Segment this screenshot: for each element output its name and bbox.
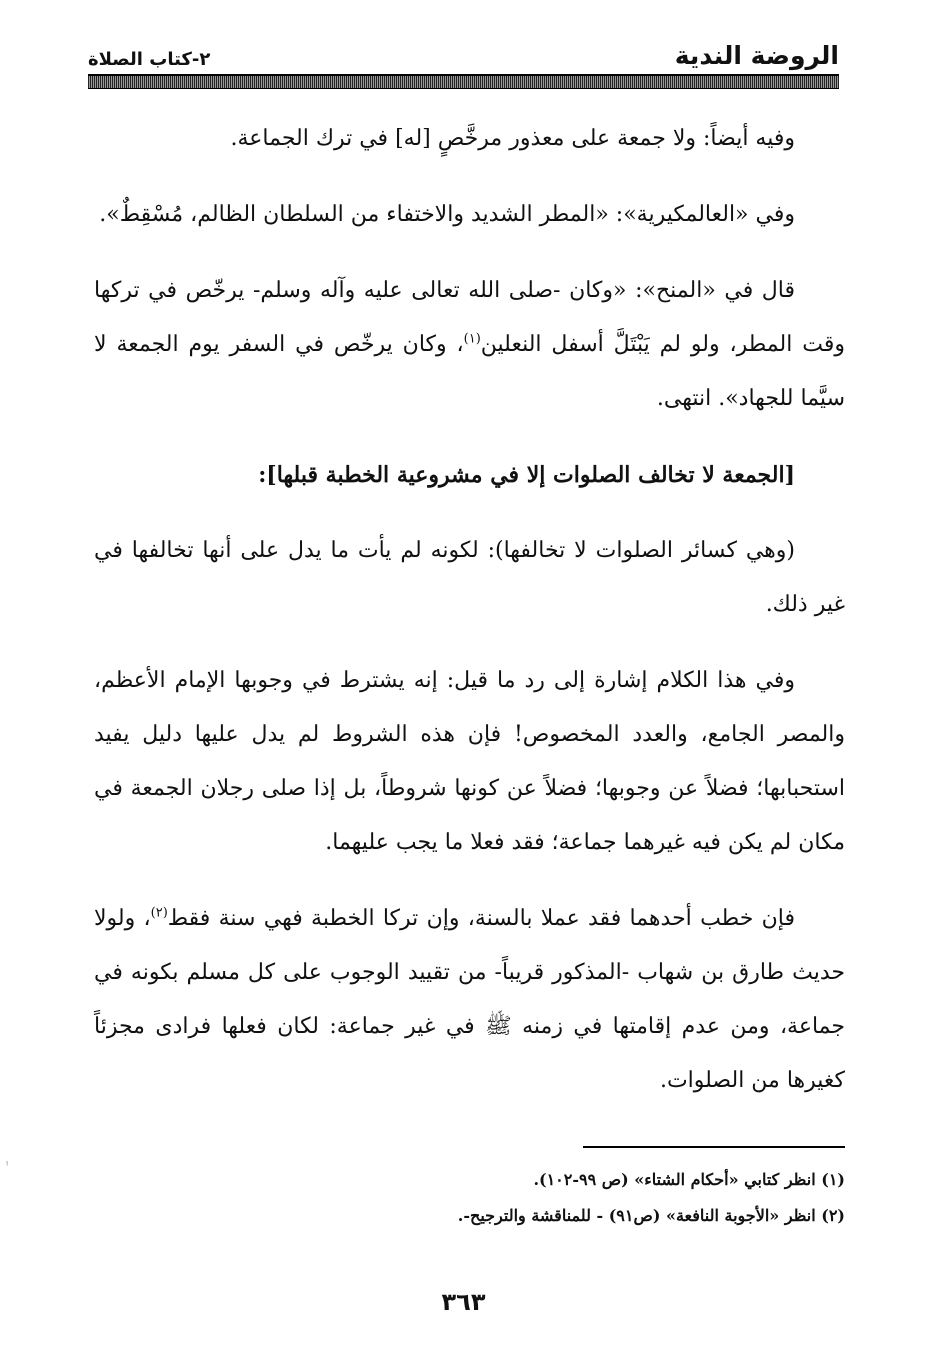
- paragraph-text: قال في «المنح»: «وكان -صلى الله تعالى عليه وآله وسلم- يرخّص في تركها وقت المطر، ولو لم يَبْتَلَّ أسفل النعلين: [94, 278, 845, 357]
- footnote-mark: (١): [463, 331, 481, 347]
- paragraph: (وهي كسائر الصلوات لا تخالفها): لكونه لم يأت ما يدل على أنها تخالفها في غير ذلك.: [94, 538, 845, 617]
- paragraph: [94, 892, 845, 1108]
- paragraph: وفيه أيضاً: ولا جمعة على معذور مرخَّصٍ [له] في ترك الجماعة.: [230, 126, 795, 151]
- paragraph: [94, 264, 845, 426]
- running-header: [88, 30, 839, 70]
- footnote-separator: [583, 1146, 845, 1148]
- footnote: (٢) انظر «الأجوبة النافعة» (ص٩١) - للمناقشة والترجيح-.: [457, 1206, 845, 1225]
- margin-mark: ᵎ: [6, 1160, 8, 1171]
- main-text: [94, 112, 845, 1130]
- chapter-title: ٢-كتاب الصلاة: [88, 49, 211, 70]
- section-heading: [الجمعة لا تخالف الصلوات إلا في مشروعية الخطبة قبلها]:: [258, 462, 795, 488]
- header-rule: [88, 74, 839, 89]
- paragraph-text: فإن خطب أحدهما فقد عملا بالسنة، وإن تركا الخطبة فهي سنة فقط: [167, 906, 795, 931]
- page-number: ٣٦٣: [441, 1288, 486, 1316]
- paragraph: وفي هذا الكلام إشارة إلى رد ما قيل: إنه يشترط في وجوبها الإمام الأعظم، والمصر الجامع، والعدد المخصوص! فإن هذه الشروط لم يدل عليها دليل يفيد استحبابها؛ فضلاً عن وجوبها؛ فضلاً عن كونها شروطاً، بل إذا صلى رجلان الجمعة في مكان لم يكن فيه غيرهما جماعة؛ فقد فعلا ما يجب عليهما.: [94, 668, 845, 855]
- paragraph: وفي «العالمكيرية»: «المطر الشديد والاختفاء من السلطان الظالم، مُسْقِطٌ».: [99, 202, 795, 227]
- book-title: الروضة الندية: [674, 41, 839, 70]
- paragraph-text: ، وكان يرخّص في السفر يوم الجمعة لا سيَّما للجهاد». انتهى.: [94, 332, 845, 411]
- paragraph-text: ، ولولا حديث طارق بن شهاب -المذكور قريباً- من تقييد الوجوب على كل مسلم بكونه في جماعة، ومن عدم إقامتها في زمنه ﷺ في غير جماعة: لكان فعلها فرادى مجزئاً كغيرها من الصلوات.: [94, 906, 846, 1093]
- footnote-mark: (٢): [150, 905, 168, 921]
- footnotes: [94, 1162, 845, 1234]
- footnote: (١) انظر كتابي «أحكام الشتاء» (ص ٩٩-١٠٢).: [533, 1170, 845, 1189]
